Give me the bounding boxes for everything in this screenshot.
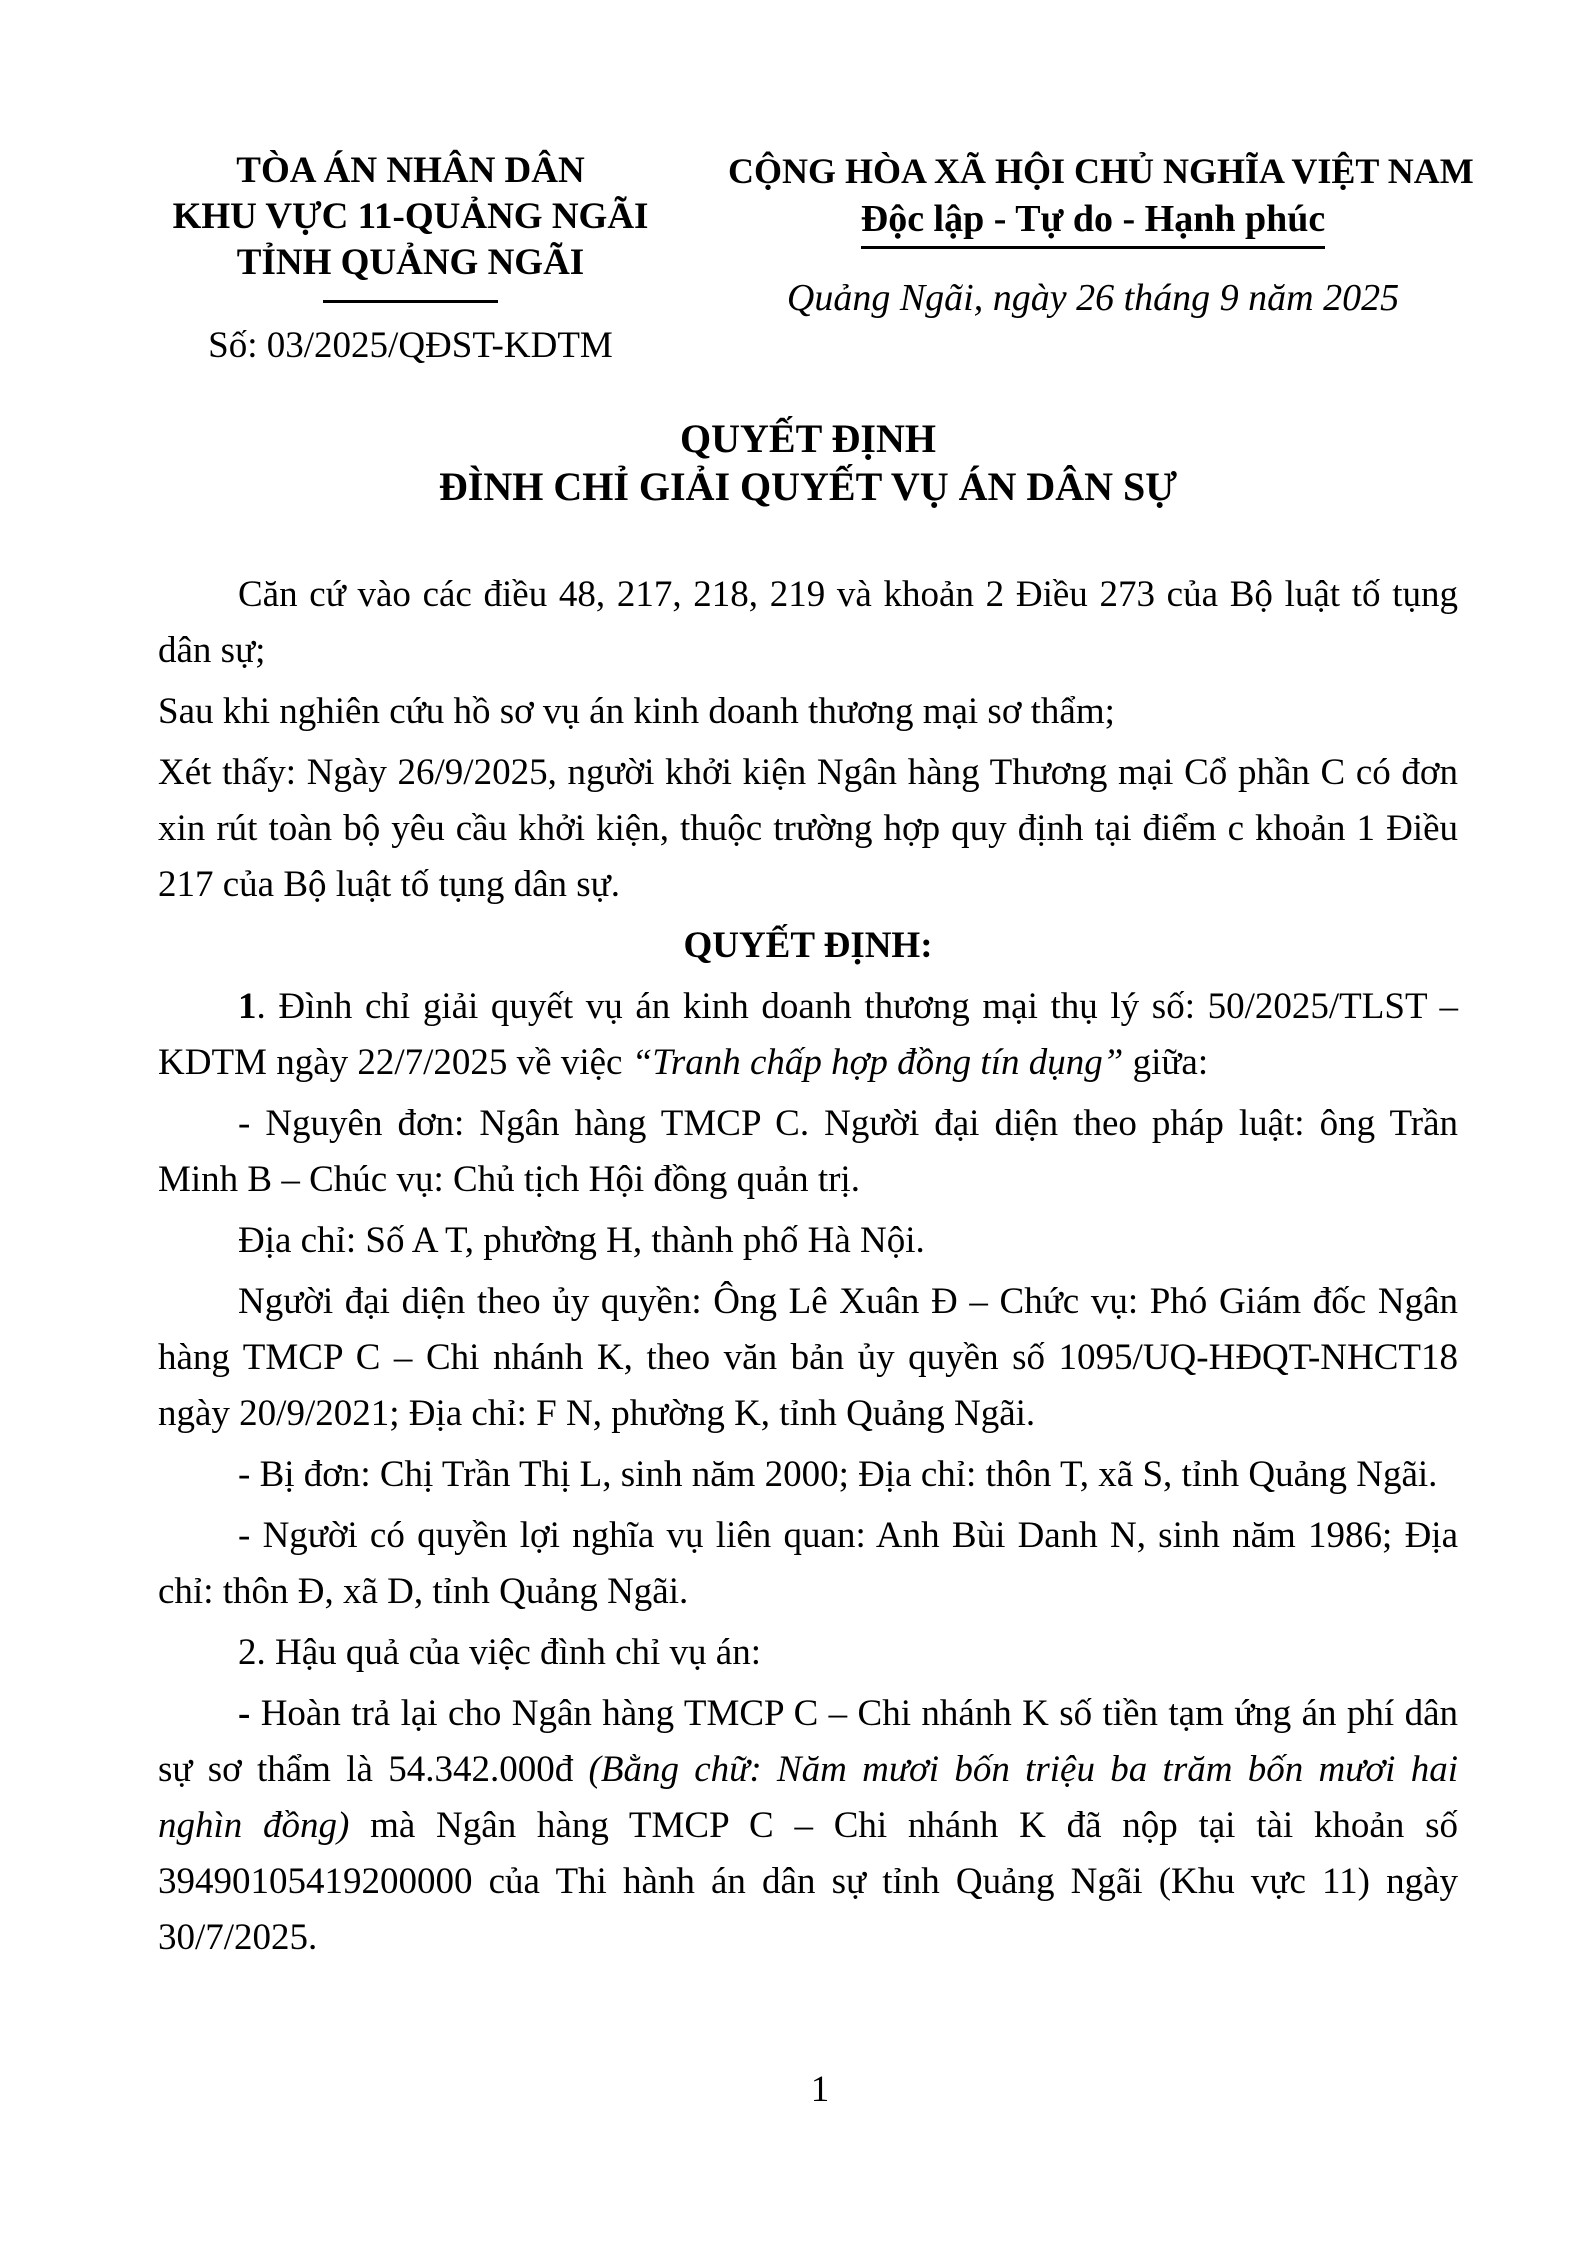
court-name-line2: KHU VỰC 11-QUẢNG NGÃI <box>172 196 649 237</box>
court-header-block <box>158 148 663 369</box>
related-party-info: - Người có quyền lợi nghĩa vụ liên quan: Anh Bùi Danh N, sinh năm 1986; Địa chỉ: thôn Đ, xã D, tỉnh Quảng Ngãi. <box>158 1515 1458 1612</box>
decision-item-1-case-title: “Tranh chấp hợp đồng tín dụng” <box>631 1042 1124 1083</box>
document-body <box>158 567 1458 1966</box>
court-name-line3: TỈNH QUẢNG NGÃI <box>236 242 585 283</box>
document-header <box>158 148 1474 369</box>
title-line2: ĐÌNH CHỈ GIẢI QUYẾT VỤ ÁN DÂN SỰ <box>438 464 1178 509</box>
place-date-line: Quảng Ngãi, ngày 26 tháng 9 năm 2025 <box>786 277 1400 319</box>
court-name-line1: TÒA ÁN NHÂN DÂN <box>236 150 585 191</box>
national-motto-line2-wrap <box>728 196 1458 249</box>
decision-heading: QUYẾT ĐỊNH: <box>683 925 933 966</box>
decision-item-1-text: . Đình chỉ giải quyết vụ án kinh doanh thương mại thụ lý số: 50/2025/TLST – KDTM ngày 22/7/2025 về việc <box>158 986 1458 1083</box>
plaintiff-address: Địa chỉ: Số A T, phường H, thành phố Hà Nội. <box>238 1220 925 1261</box>
refund-dash: - <box>238 1693 251 1734</box>
refund-text-end: mà Ngân hàng TMCP C – Chi nhánh K đã nộp tại tài khoản số 39490105419200000 của Thi hành án dân sự tỉnh Quảng Ngãi (Khu vực 11) ngày 30/7/2025. <box>158 1805 1458 1958</box>
title-line1: QUYẾT ĐỊNH <box>680 416 936 461</box>
authorized-representative-info: Người đại diện theo ủy quyền: Ông Lê Xuân Đ – Chức vụ: Phó Giám đốc Ngân hàng TMCP C – Chi nhánh K, theo văn bản ủy quyền số 1095/UQ-HĐQT-NHCT18 ngày 20/9/2021; Địa chỉ: F N, phường K, tỉnh Quảng Ngãi. <box>158 1281 1458 1434</box>
defendant-info: - Bị đơn: Chị Trần Thị L, sinh năm 2000; Địa chỉ: thôn T, xã S, tỉnh Quảng Ngãi. <box>238 1454 1438 1495</box>
refund-text: Hoàn trả lại cho Ngân hàng TMCP C – Chi nhánh K số tiền tạm ứng án phí dân sự sơ thẩm là 54.342.000đ <box>158 1693 1458 1790</box>
decision-item-1-text-end: giữa: <box>1123 1042 1209 1083</box>
plaintiff-info: - Nguyên đơn: Ngân hàng TMCP C. Người đại diện theo pháp luật: ông Trần Minh B – Chúc vụ: Chủ tịch Hội đồng quản trị. <box>158 1103 1458 1200</box>
preamble-findings: Xét thấy: Ngày 26/9/2025, người khởi kiện Ngân hàng Thương mại Cổ phần C có đơn xin rút toàn bộ yêu cầu khởi kiện, thuộc trường hợp quy định tại điểm c khoản 1 Điều 217 của Bộ luật tố tụng dân sự. <box>158 752 1458 905</box>
refund-amount-in-words: (Bằng chữ: Năm mươi bốn triệu ba trăm bốn mươi hai nghìn đồng) <box>158 1749 1458 1846</box>
case-number: Số: 03/2025/QĐST-KDTM <box>208 325 613 366</box>
page-footer <box>170 2062 1470 2118</box>
page-number: 1 <box>810 2069 830 2110</box>
refund-paragraph <box>158 1686 1458 1966</box>
national-motto-line1: CỘNG HÒA XÃ HỘI CHỦ NGHĨA VIỆT NAM <box>728 151 1474 191</box>
national-motto-line2: Độc lập - Tự do - Hạnh phúc <box>861 196 1326 249</box>
preamble-review: Sau khi nghiên cứu hồ sơ vụ án kinh doanh thương mại sơ thẩm; <box>158 691 1115 732</box>
decision-item-1-number: 1 <box>238 986 257 1027</box>
court-header-divider <box>323 300 498 303</box>
national-header-block <box>728 148 1474 321</box>
decision-item-2-heading: 2. Hậu quả của việc đình chỉ vụ án: <box>238 1632 761 1673</box>
document-title <box>158 415 1458 511</box>
decision-item-1 <box>158 979 1458 1091</box>
preamble-legal-basis: Căn cứ vào các điều 48, 217, 218, 219 và khoản 2 Điều 273 của Bộ luật tố tụng dân sự; <box>158 574 1458 671</box>
